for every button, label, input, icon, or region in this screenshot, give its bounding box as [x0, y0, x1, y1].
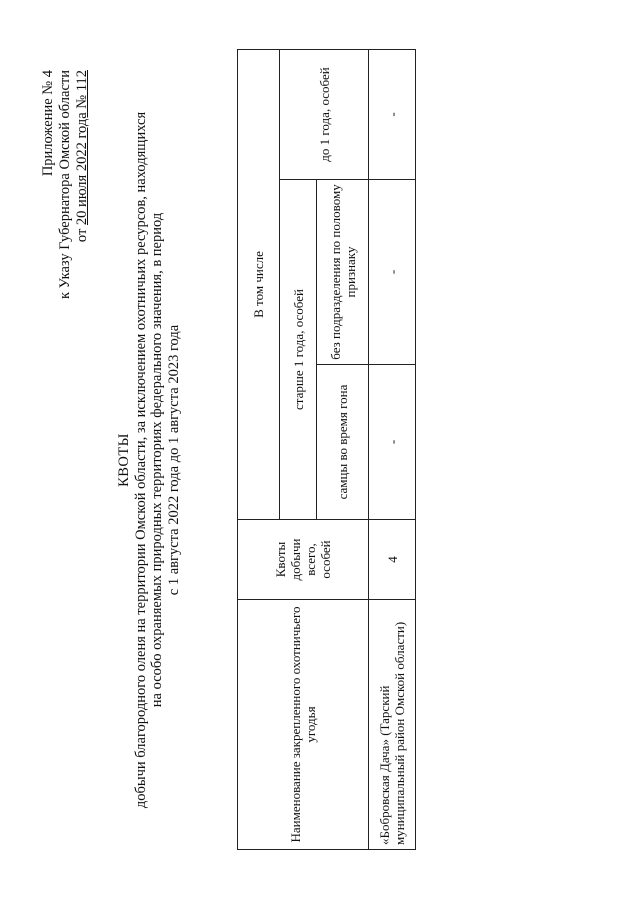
header-name: Наименование закрепленного охотничьего угодья — [238, 600, 369, 850]
appendix-header — [40, 70, 91, 299]
date-prefix: от — [74, 225, 90, 243]
table-row — [369, 49, 416, 849]
appendix-decree: к Указу Губернатора Омской области — [57, 70, 73, 300]
header-young: до 1 года, особей — [280, 49, 369, 179]
title-line-3: с 1 августа 2022 года до 1 августа 2023 года — [165, 324, 182, 596]
cell-young: - — [369, 49, 416, 179]
cell-no-sex: - — [369, 180, 416, 365]
number-prefix: № — [74, 91, 90, 113]
decree-date: 20 июля 2022 года — [74, 112, 90, 226]
title-main: КВОТЫ — [116, 433, 132, 487]
cell-total: 4 — [369, 520, 416, 600]
header-including: В том числе — [238, 49, 280, 519]
appendix-date-line — [74, 70, 91, 299]
quota-table — [237, 49, 416, 850]
cell-name: «Бобровская Дача» (Тарский муниципальный район Омской области) — [369, 600, 416, 850]
header-males-rut: самцы во время гона — [317, 365, 369, 520]
header-no-sex: без подразделения по половому признаку — [317, 180, 369, 365]
document-title — [116, 75, 182, 845]
title-line-1: добычи благородного оленя на территории Омской области, за исключением охотничьих ресурсов, находящихся — [132, 111, 149, 809]
decree-number: 112 — [74, 70, 90, 92]
header-total: Квоты добычи всего, особей — [238, 520, 369, 600]
header-older: старше 1 года, особей — [280, 180, 317, 520]
title-line-2: на особо охраняемых природных территориях федерального значения, в период — [149, 212, 165, 708]
cell-males-rut: - — [369, 365, 416, 520]
appendix-number: Приложение № 4 — [40, 70, 56, 177]
